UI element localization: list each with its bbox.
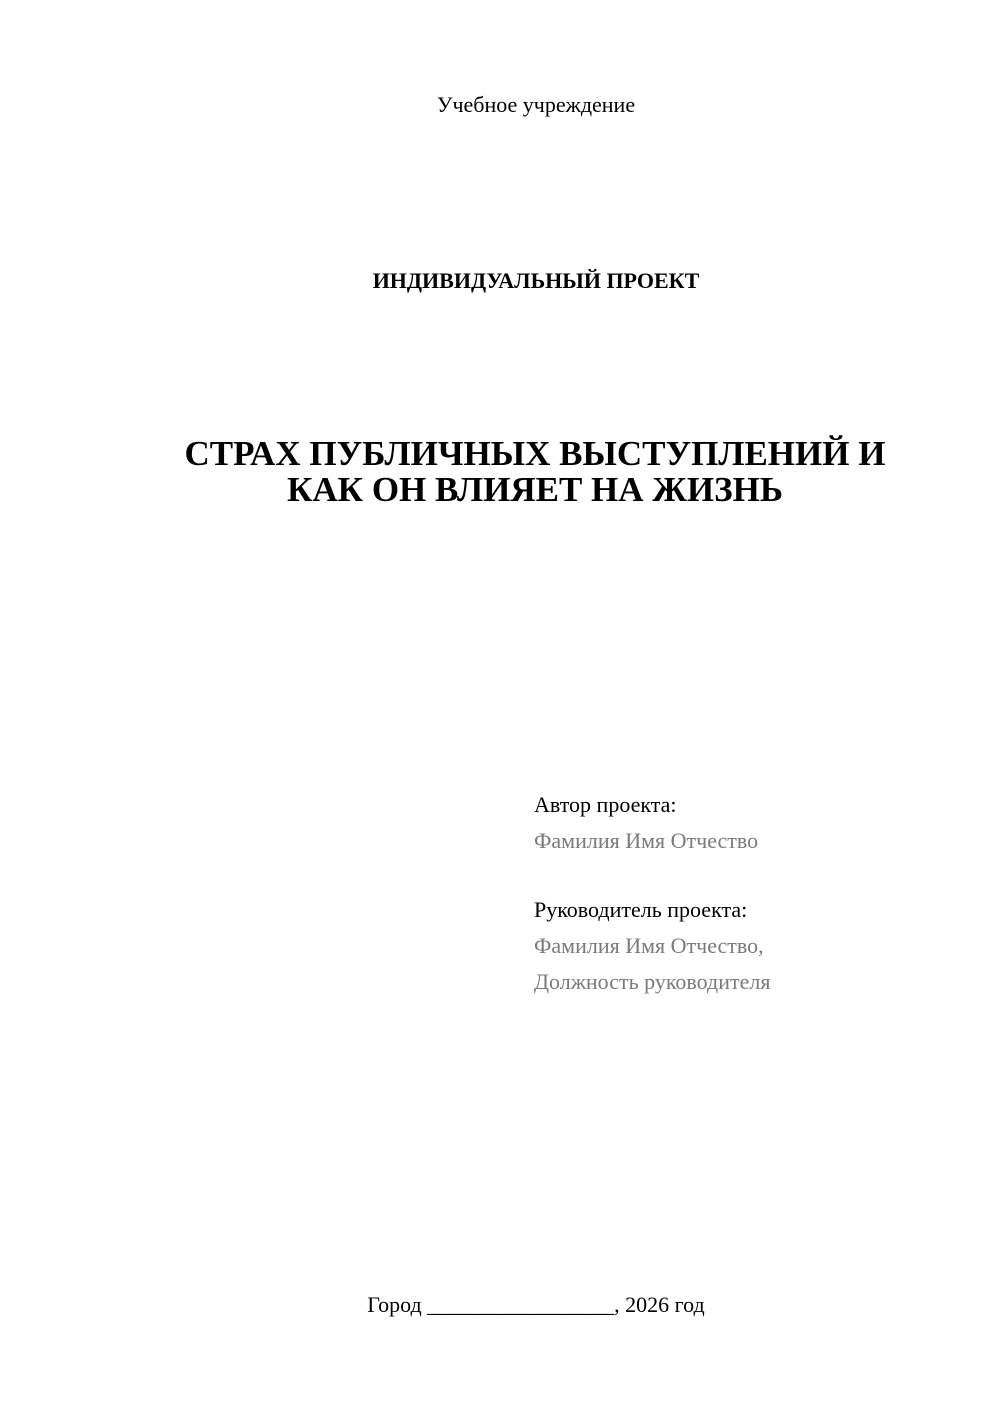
project-details xyxy=(534,787,974,1000)
author-label: Автор проекта: xyxy=(534,792,677,817)
project-title-line-2: КАК ОН ВЛИЯЕТ НА ЖИЗНЬ xyxy=(287,470,783,509)
author-name: Фамилия Имя Отчество xyxy=(534,828,759,853)
document-type: ИНДИВИДУАЛЬНЫЙ ПРОЕКТ xyxy=(372,268,700,293)
project-title-line-1: СТРАХ ПУБЛИЧНЫХ ВЫСТУПЛЕНИЙ И xyxy=(184,434,886,473)
spacer xyxy=(534,859,974,892)
supervisor-position: Должность руководителя xyxy=(534,969,771,994)
city-year-footer: Город _________________, 2026 год xyxy=(367,1292,705,1317)
project-title xyxy=(120,436,950,508)
supervisor-label: Руководитель проекта: xyxy=(534,897,748,922)
supervisor-name: Фамилия Имя Отчество, xyxy=(534,933,764,958)
institution-name: Учебное учреждение xyxy=(436,92,636,117)
